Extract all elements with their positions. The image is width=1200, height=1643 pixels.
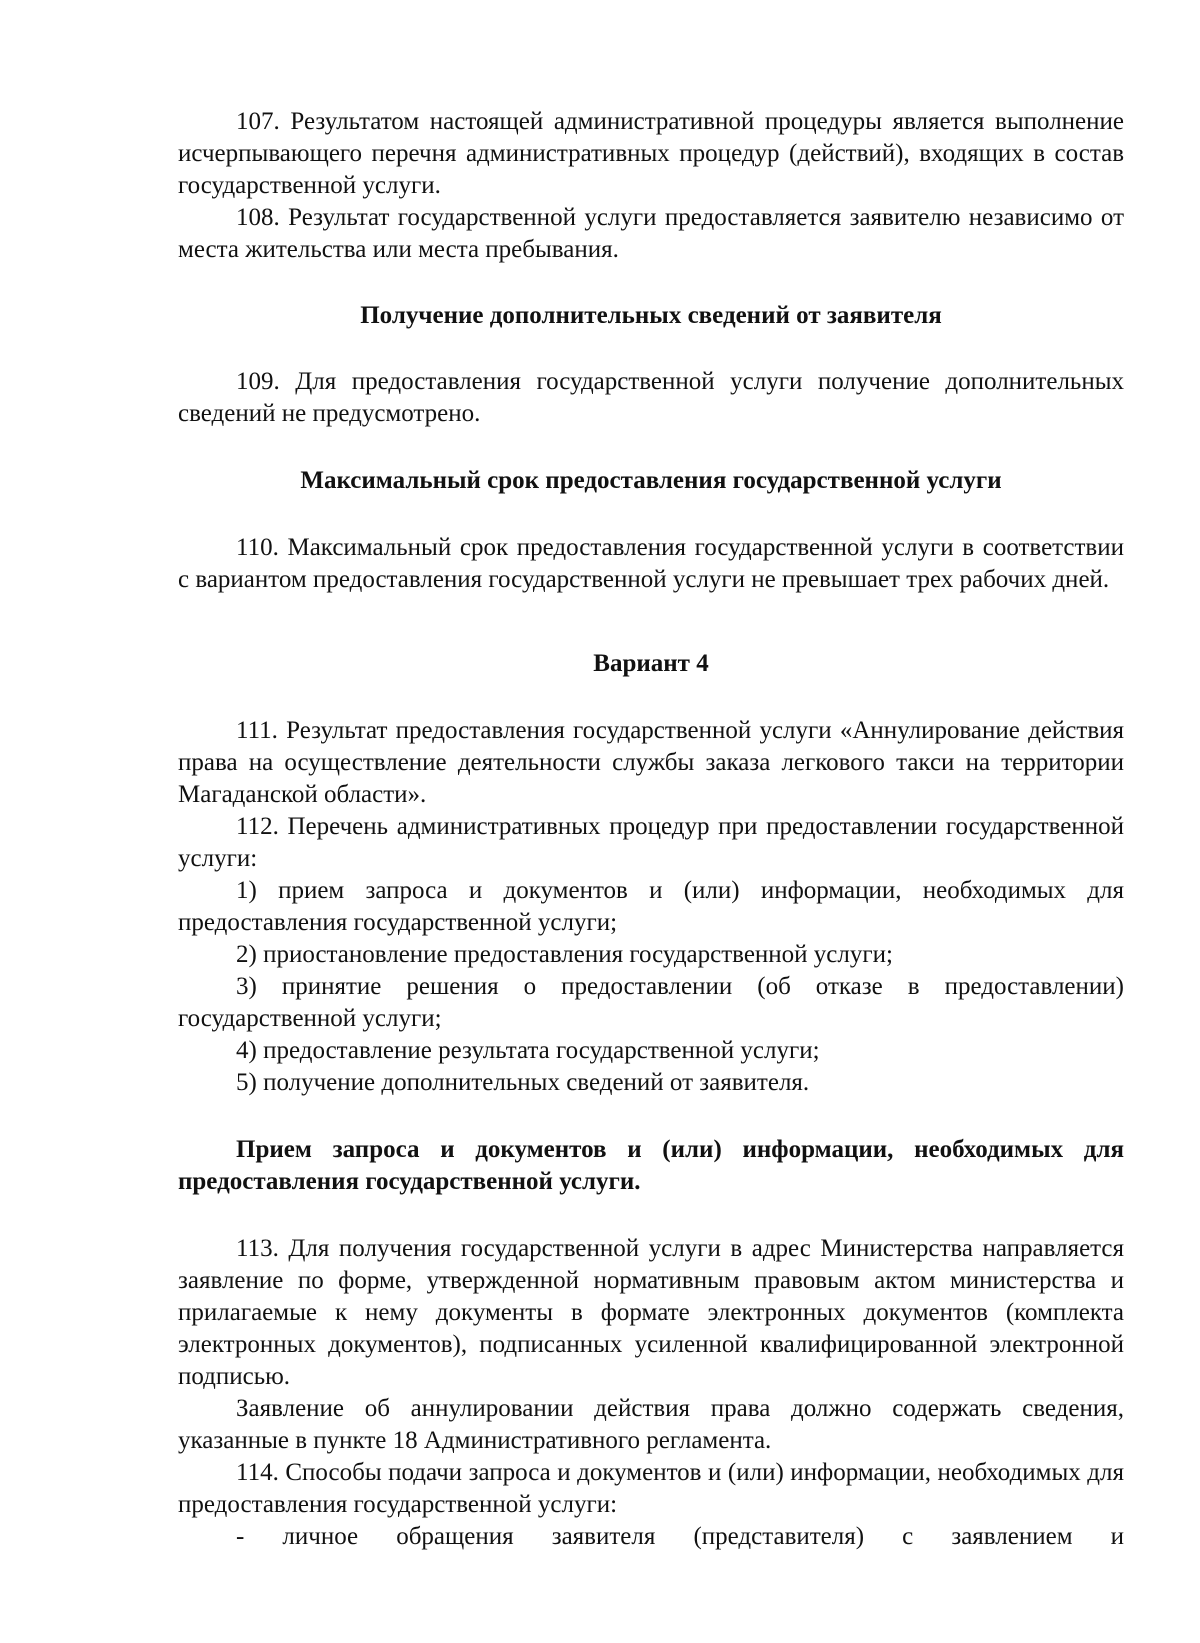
document-page — [178, 106, 1124, 1553]
paragraph-113: 113. Для получения государственной услуги в адрес Министерства направляется заявление по форме, утвержденной нормативным правовым актом министерства и прилагаемые к нему документы в формате электронных документов (комплекта электронных документов), подписанных усиленной квалифицированной электронной подписью. — [178, 1235, 1124, 1390]
list-item-112-3: 3) принятие решения о предоставлении (об отказе в предоставлении) государственной услуги; — [178, 973, 1124, 1032]
paragraph-114-dash-item: - личное обращения заявителя (представителя) с заявлением и — [236, 1523, 1124, 1550]
paragraph-108: 108. Результат государственной услуги предоставляется заявителю независимо от места жительства или места пребывания. — [178, 204, 1124, 263]
paragraph-110: 110. Максимальный срок предоставления государственной услуги в соответствии с вариантом предоставления государственной услуги не превышает трех рабочих дней. — [178, 534, 1124, 593]
paragraph-113-application: Заявление об аннулировании действия права должно содержать сведения, указанные в пункте 18 Административного регламента. — [178, 1395, 1124, 1454]
paragraph-107: 107. Результатом настоящей административной процедуры является выполнение исчерпывающего перечня административных процедур (действий), входящих в состав государственной услуги. — [178, 108, 1124, 199]
list-item-112-1: 1) прием запроса и документов и (или) информации, необходимых для предоставления государственной услуги; — [178, 877, 1124, 936]
list-item-112-4: 4) предоставление результата государственной услуги; — [236, 1037, 820, 1064]
paragraph-111: 111. Результат предоставления государственной услуги «Аннулирование действия права на осуществление деятельности службы заказа легкового такси на территории Магаданской области». — [178, 717, 1124, 808]
paragraph-109: 109. Для предоставления государственной услуги получение дополнительных сведений не предусмотрено. — [178, 368, 1124, 427]
heading-request-reception: Прием запроса и документов и (или) информации, необходимых для предоставления государственной услуги. — [178, 1136, 1124, 1195]
paragraph-112: 112. Перечень административных процедур при предоставлении государственной услуги: — [178, 813, 1124, 872]
heading-additional-info: Получение дополнительных сведений от заявителя — [360, 302, 942, 329]
list-item-112-2: 2) приостановление предоставления государственной услуги; — [236, 941, 893, 968]
heading-max-term: Максимальный срок предоставления государственной услуги — [300, 467, 1002, 494]
list-item-112-5: 5) получение дополнительных сведений от заявителя. — [236, 1069, 810, 1096]
paragraph-114: 114. Способы подачи запроса и документов и (или) информации, необходимых для предоставления государственной услуги: — [178, 1459, 1124, 1518]
heading-variant-4: Вариант 4 — [593, 650, 709, 677]
